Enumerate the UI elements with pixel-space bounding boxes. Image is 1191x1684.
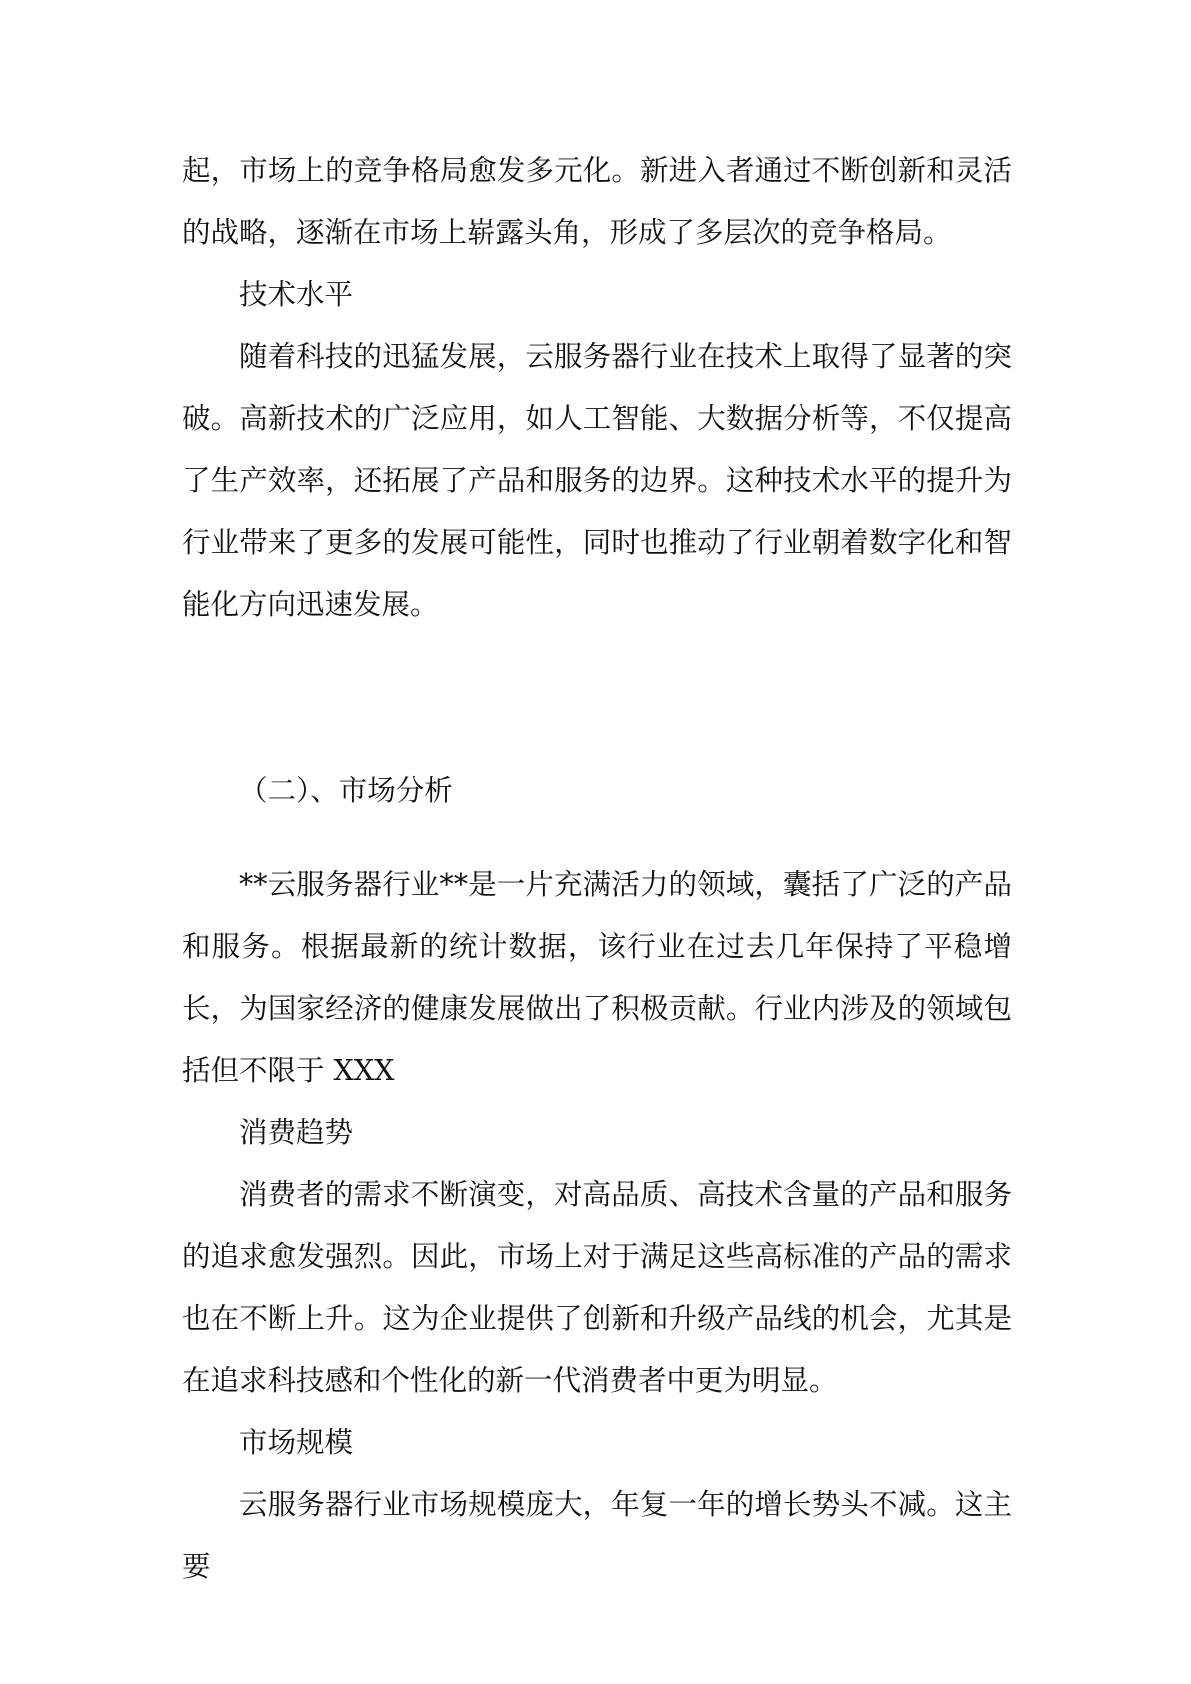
section-heading-market-analysis: （二）、市场分析 <box>239 774 453 807</box>
subheading-consumption-trend: 消费趋势 <box>239 1116 354 1149</box>
paragraph-industry-overview: **云服务器行业**是一片充满活力的领域，囊括了广泛的产品和服务。根据最新的统计数据，该行业在过去几年保持了平稳增长，为国家经济的健康发展做出了积极贡献。行业内涉及的领域包括但不限于 XXX <box>182 868 1012 1087</box>
subheading-technology-level: 技术水平 <box>239 278 354 311</box>
document-body <box>182 140 1012 1598</box>
paragraph-technology: 随着科技的迅猛发展，云服务器行业在技术上取得了显著的突破。高新技术的广泛应用，如人工智能、大数据分析等，不仅提高了生产效率，还拓展了产品和服务的边界。这种技术水平的提升为行业带来了更多的发展可能性，同时也推动了行业朝着数字化和智能化方向迅速发展。 <box>182 340 1012 621</box>
paragraph-market-scale: 云服务器行业市场规模庞大，年复一年的增长势头不减。这主要 <box>182 1488 1012 1583</box>
paragraph-consumption: 消费者的需求不断演变，对高品质、高技术含量的产品和服务的追求愈发强烈。因此，市场上对于满足这些高标准的产品的需求也在不断上升。这为企业提供了创新和升级产品线的机会，尤其是在追求科技感和个性化的新一代消费者中更为明显。 <box>182 1178 1012 1397</box>
subheading-market-scale: 市场规模 <box>239 1426 354 1459</box>
paragraph-competition-continued: 起，市场上的竞争格局愈发多元化。新进入者通过不断创新和灵活的战略，逐渐在市场上崭露头角，形成了多层次的竞争格局。 <box>182 154 1012 249</box>
